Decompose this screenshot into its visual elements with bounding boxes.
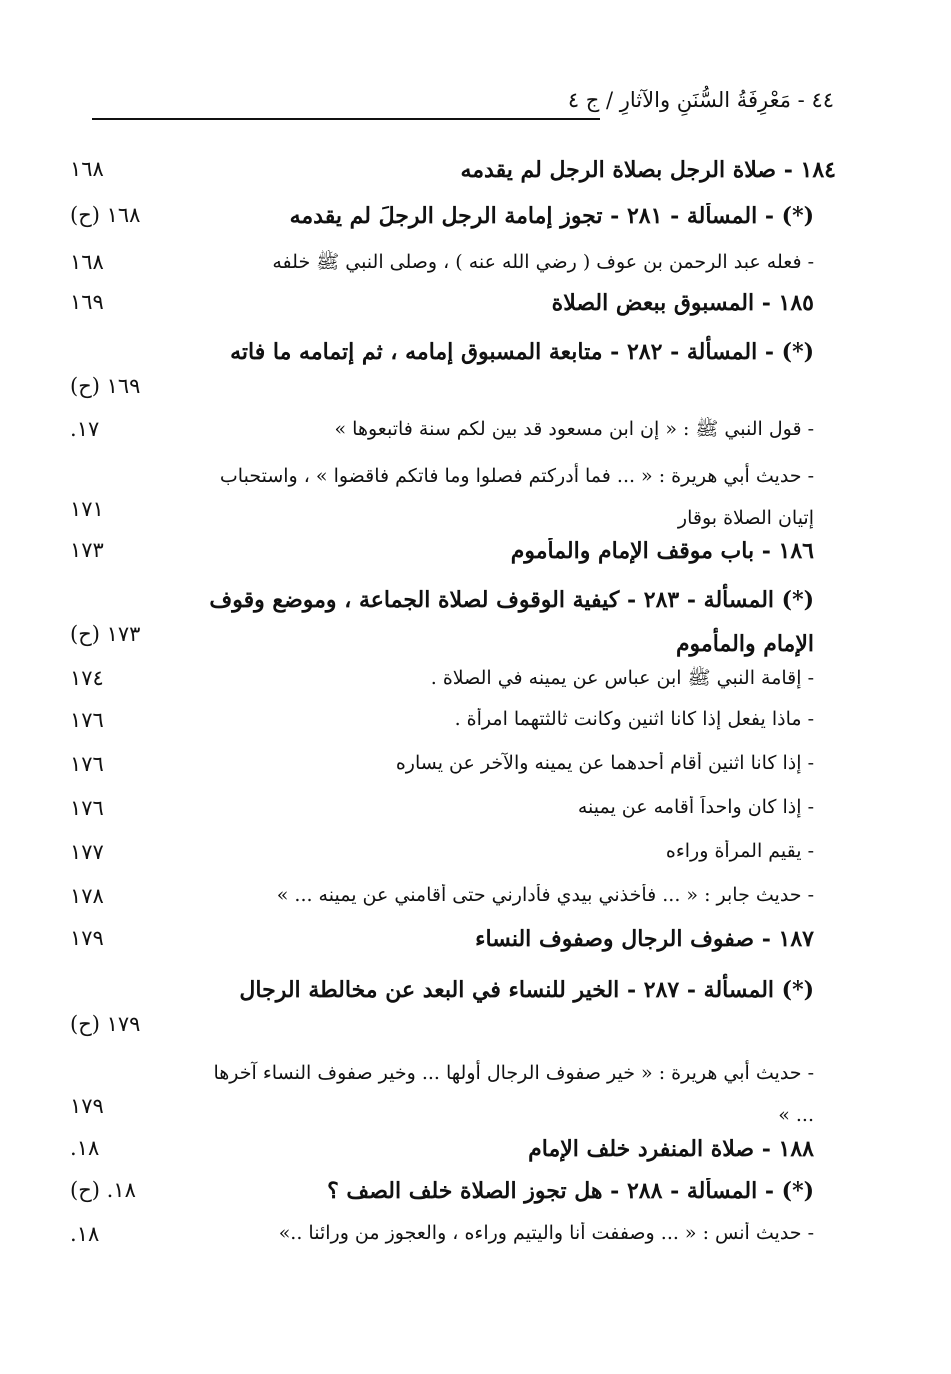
- page-number: ١٧٦: [70, 796, 104, 820]
- entry-text: - حديث أبي هريرة : « خير صفوف الرجال أولها ... وخير صفوف النساء آخرها ... »: [213, 1062, 814, 1126]
- entry-text: (*) - المسألة - ٢٨٨ - هل تجوز الصلاة خلف الصف ؟: [327, 1178, 814, 1204]
- entry-text: (*) - المسألة - ٢٨٢ - متابعة المسبوق إمامه ، ثم إتمامه ما فاته: [230, 339, 814, 365]
- entry-text: - حديث جابر : « ... فأخذني بيدي فأدارني حتى أقامني عن يمينه ... »: [276, 884, 814, 906]
- page-number: ١٧٦: [70, 752, 104, 776]
- page-number: ١٧٦: [70, 708, 104, 732]
- page-number: ١٧٩ (ح): [70, 1012, 141, 1036]
- page-number: ١٧١: [70, 497, 104, 521]
- entry-text: ١٨٧ - صفوف الرجال وصفوف النساء: [475, 926, 814, 952]
- entry-text: - حديث أبي هريرة : « ... فما أدركتم فصلوا وما فاتكم فاقضوا » ، واستحباب إتيان الصلاة بوقار: [219, 465, 814, 529]
- header-rule: [92, 118, 600, 120]
- page-number: ١٨.: [70, 1222, 100, 1246]
- entry-text: ١٨٤ - صلاة الرجل بصلاة الرجل لم يقدمه: [460, 157, 836, 183]
- entry-text: - ماذا يفعل إذا كانا اثنين وكانت ثالثتهما امرأة .: [454, 708, 814, 730]
- page-number: ١٧.: [70, 417, 100, 441]
- entry-text: - فعله عبد الرحمن بن عوف ( رضي الله عنه ) ، وصلى النبي ﷺ خلفه: [272, 251, 814, 273]
- page-number: ١٦٨: [70, 250, 104, 274]
- entry-text: - إقامة النبي ﷺ ابن عباس عن يمينه في الصلاة .: [430, 667, 814, 689]
- entry-text: ١٨٥ - المسبوق ببعض الصلاة: [551, 290, 814, 316]
- page-number: ١٧٩: [70, 1094, 104, 1118]
- page-number: ١٨. (ح): [70, 1178, 136, 1202]
- page-number: ١٧٣: [70, 538, 104, 562]
- entry-text: (*) المسألة - ٢٨٣ - كيفية الوقوف لصلاة الجماعة ، وموضع وقوف الإمام والمأموم: [209, 587, 814, 657]
- page-number: ١٧٤: [70, 666, 104, 690]
- page-number: ١٨.: [70, 1136, 100, 1160]
- entry-text: - قول النبي ﷺ : « إن ابن مسعود قد بين لكم سنة فاتبعوها »: [334, 418, 814, 440]
- running-title: ٤٤ - مَعْرِفَةُ السُّنَنِ والآثارِ / ج ٤: [567, 88, 834, 112]
- entry-text: ١٨٨ - صلاة المنفرد خلف الإمام: [528, 1136, 814, 1162]
- entry-text: ١٨٦ - باب موقف الإمام والمأموم: [510, 538, 814, 564]
- page-number: ١٦٨ (ح): [70, 203, 141, 227]
- entry-text: - إذا كانا اثنين أقام أحدهما عن يمينه والآخر عن يساره: [395, 752, 814, 774]
- page-number: ١٦٩ (ح): [70, 374, 141, 398]
- entry-text: (*) - المسألة - ٢٨١ - تجوز إمامة الرجل الرجلَ لم يقدمه: [289, 203, 814, 229]
- entry-text: - إذا كان واحداً أقامه عن يمينه: [577, 796, 814, 818]
- entry-text: (*) المسألة - ٢٨٧ - الخير للنساء في البعد عن مخالطة الرجال: [239, 977, 814, 1003]
- page-number: ١٧٣ (ح): [70, 622, 141, 646]
- page-number: ١٦٨: [70, 157, 104, 181]
- entry-text: - يقيم المرأة وراءه: [665, 840, 814, 862]
- page-header: [92, 88, 834, 128]
- page-number: ١٦٩: [70, 290, 104, 314]
- page-number: ١٧٨: [70, 884, 104, 908]
- entry-text: - حديث أنس : « ... وصففت أنا واليتيم وراءه ، والعجوز من ورائنا ..»: [278, 1222, 814, 1244]
- page-number: ١٧٧: [70, 840, 104, 864]
- page-number: ١٧٩: [70, 926, 104, 950]
